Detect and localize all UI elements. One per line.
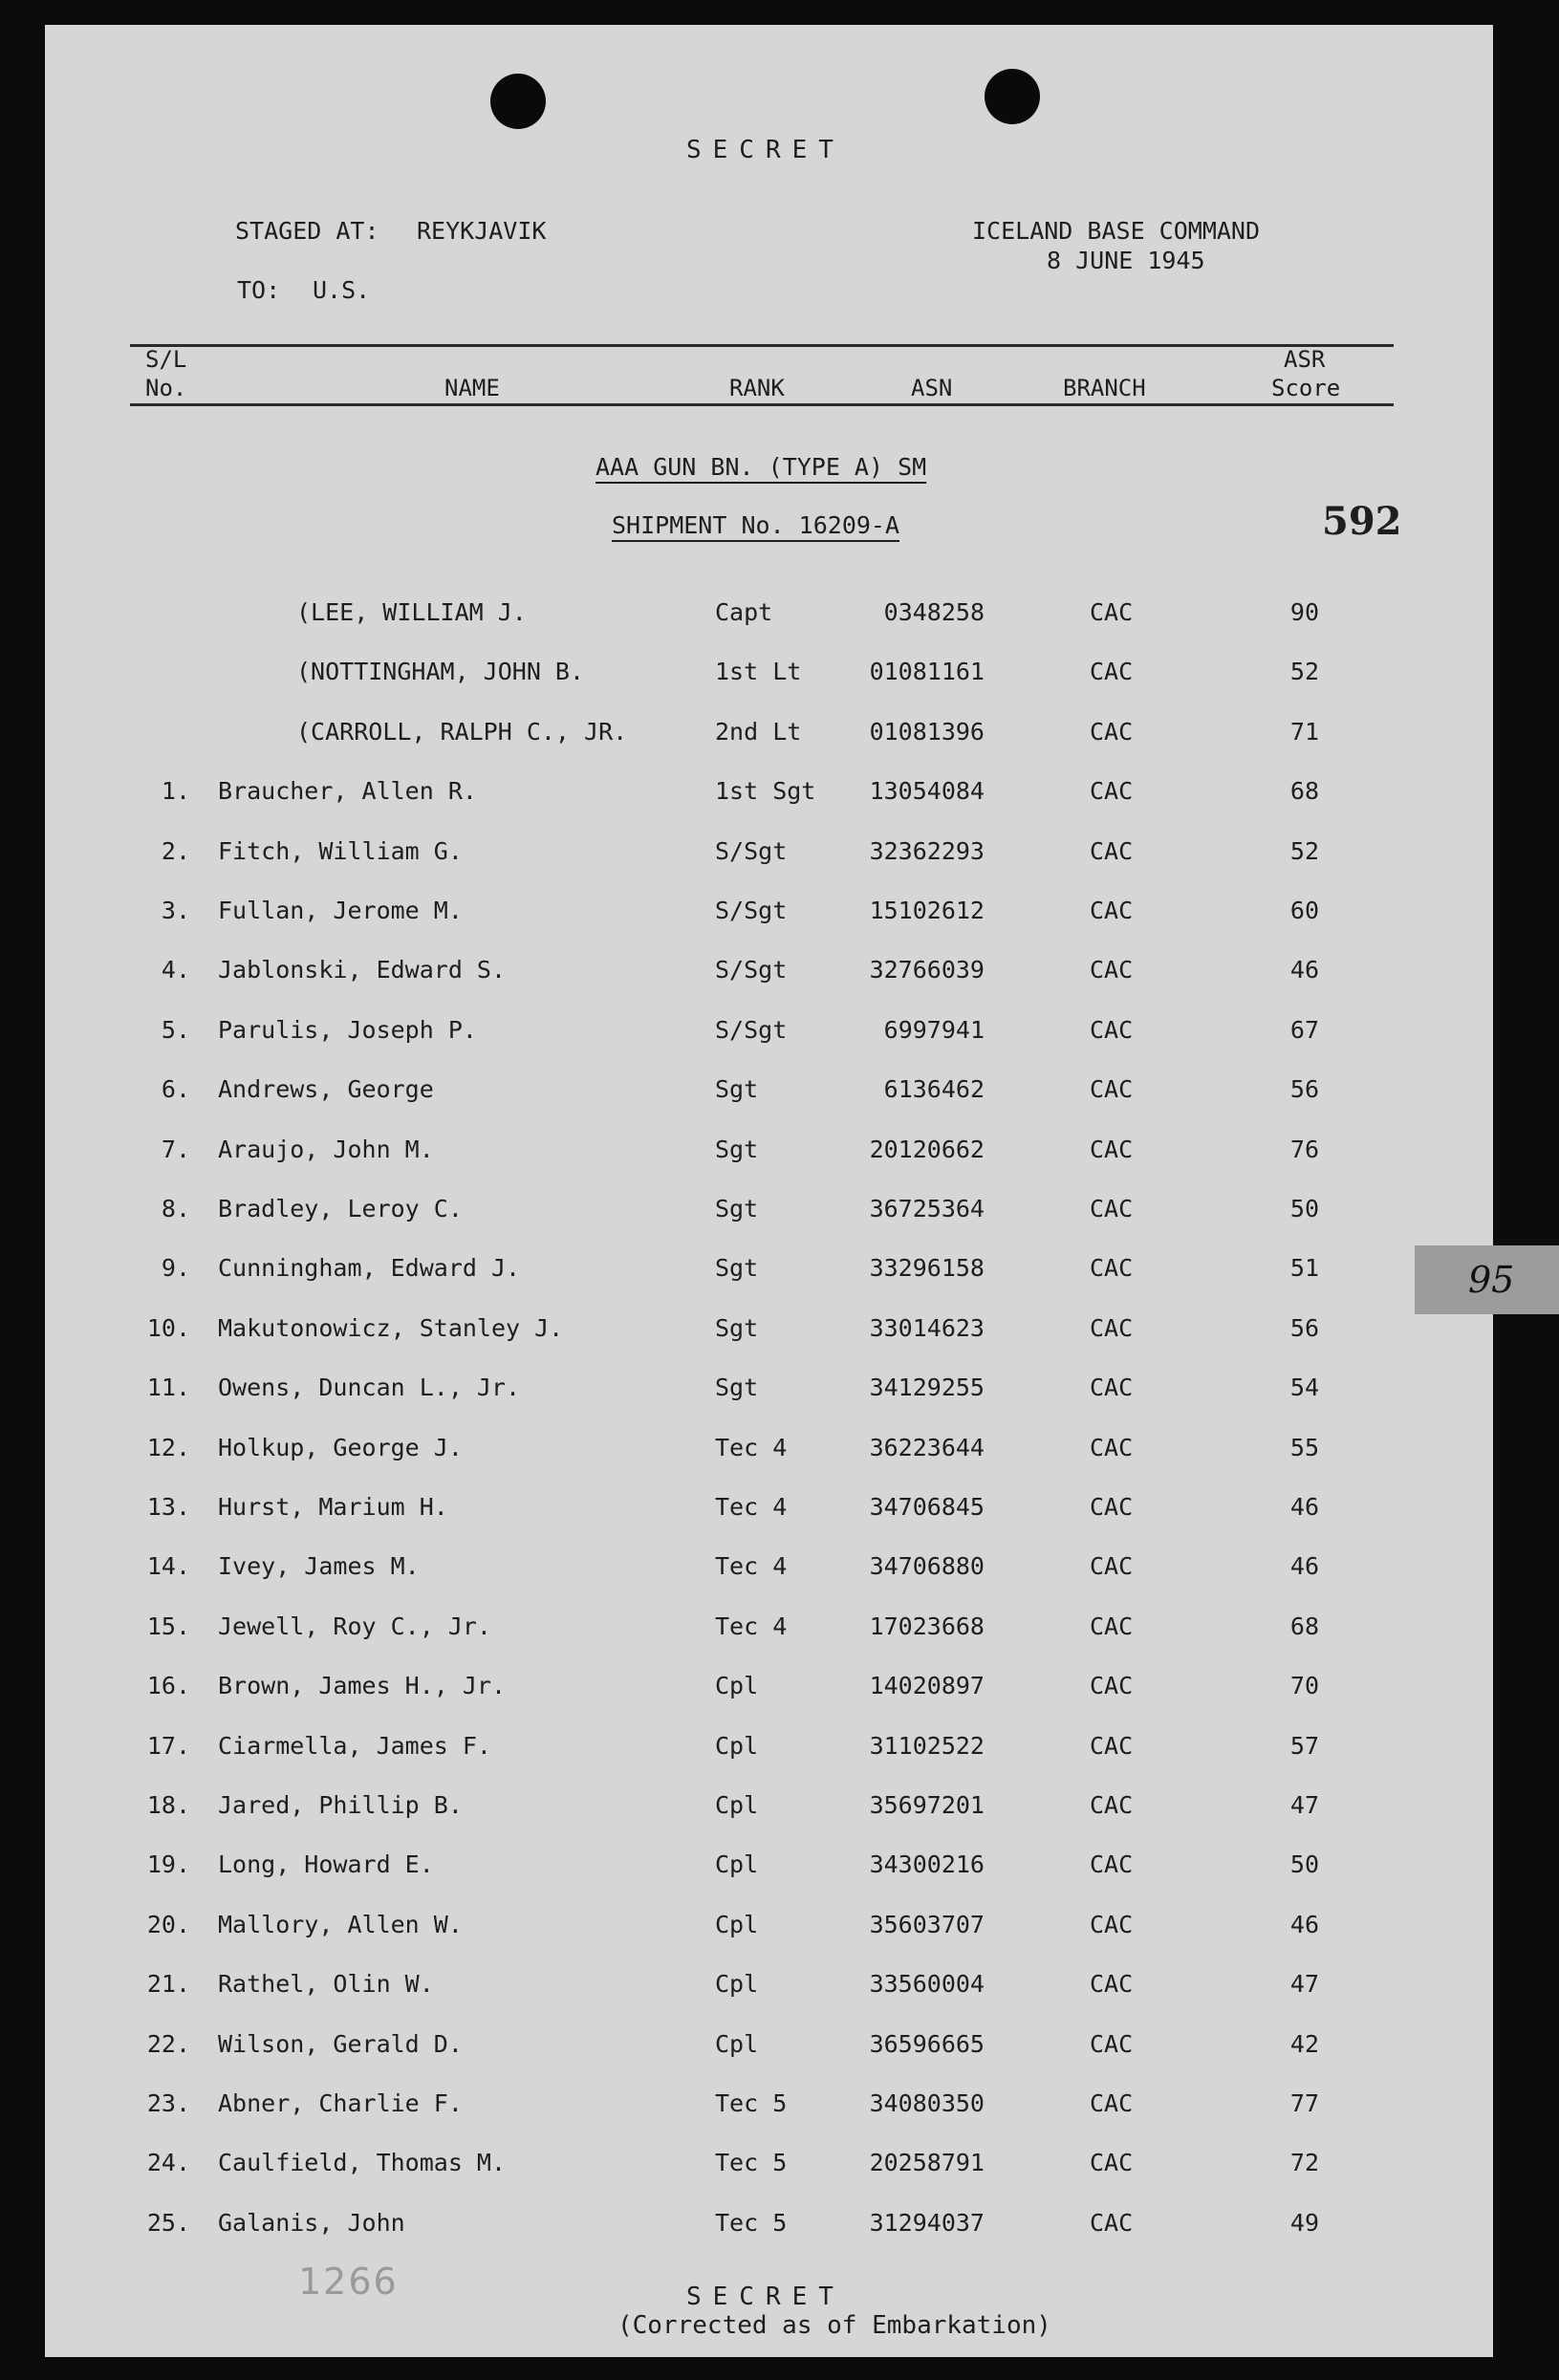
row-asn: 15102612 (869, 897, 985, 924)
row-name: Ciarmella, James F. (218, 1731, 491, 1760)
row-score: 76 (1289, 1135, 1319, 1163)
row-rank: Tec 4 (715, 1493, 788, 1521)
row-number: 2. (161, 836, 190, 865)
row-asn: 31102522 (869, 1731, 985, 1760)
row-score: 47 (1289, 1791, 1319, 1819)
row-name: Caulfield, Thomas M. (218, 2149, 507, 2177)
row-score: 47 (1289, 1970, 1319, 1999)
row-asn: 33296158 (869, 1254, 985, 1283)
row-asn: 35603707 (869, 1910, 985, 1938)
row-number: 13. (146, 1493, 190, 1521)
row-asn: 31294037 (869, 2208, 985, 2237)
row-rank: Sgt (715, 1254, 759, 1283)
row-branch: CAC (1090, 1433, 1134, 1461)
row-score: 50 (1289, 1195, 1319, 1222)
row-number: 21. (146, 1970, 190, 1999)
row-name: Parulis, Joseph P. (218, 1015, 477, 1044)
row-name: Araujo, John M. (218, 1135, 434, 1163)
row-branch: CAC (1090, 1910, 1134, 1938)
row-name: Ivey, James M. (218, 1552, 420, 1581)
row-number: 10. (146, 1313, 190, 1342)
row-number: 22. (146, 2029, 190, 2058)
col-asn: ASN (911, 375, 953, 401)
row-asn: 32766039 (869, 956, 985, 984)
row-number: 5. (161, 1015, 190, 1044)
row-branch: CAC (1090, 1075, 1134, 1104)
header-rule-bottom (130, 403, 1394, 406)
officer-row (0, 658, 1559, 717)
table-row (0, 1911, 1559, 1970)
row-number: 16. (146, 1672, 190, 1700)
row-branch: CAC (1090, 2089, 1134, 2117)
row-asn: 34300216 (869, 1850, 985, 1879)
col-name: NAME (444, 375, 500, 401)
row-rank: 1st Sgt (715, 777, 816, 806)
unit-title: AAA GUN BN. (TYPE A) SM (595, 453, 927, 481)
row-name: Cunningham, Edward J. (218, 1254, 521, 1283)
table-row (0, 1075, 1559, 1135)
col-score-line1: ASR (1284, 346, 1326, 373)
col-sl-line2: No. (145, 375, 187, 401)
table-row (0, 1493, 1559, 1552)
staged-value: REYKJAVIK (417, 217, 547, 245)
officer-asn: 01081396 (869, 717, 985, 746)
officer-name: (CARROLL, RALPH C., JR. (296, 717, 628, 746)
row-rank: Tec 5 (715, 2208, 788, 2237)
row-score: 50 (1289, 1850, 1319, 1879)
row-rank: Tec 5 (715, 2149, 788, 2177)
officer-rank: 1st Lt (715, 658, 802, 686)
row-asn: 17023668 (869, 1612, 985, 1640)
row-score: 49 (1289, 2208, 1319, 2237)
table-row (0, 2030, 1559, 2089)
document-date: 8 JUNE 1945 (1047, 247, 1205, 274)
row-score: 60 (1289, 897, 1319, 924)
row-branch: CAC (1090, 1015, 1134, 1044)
table-row (0, 2149, 1559, 2208)
row-asn: 32362293 (869, 836, 985, 865)
row-name: Brown, James H., Jr. (218, 1672, 507, 1700)
row-name: Mallory, Allen W. (218, 1910, 463, 1938)
punch-hole (490, 74, 546, 129)
row-branch: CAC (1090, 2149, 1134, 2177)
row-score: 52 (1289, 836, 1319, 865)
officer-score: 71 (1289, 717, 1319, 746)
row-number: 7. (161, 1135, 190, 1163)
row-name: Jablonski, Edward S. (218, 956, 507, 984)
officer-branch: CAC (1090, 658, 1134, 686)
shipment-number: SHIPMENT No. 16209-A (612, 511, 900, 539)
row-branch: CAC (1090, 1612, 1134, 1640)
row-asn: 36596665 (869, 2029, 985, 2058)
row-score: 72 (1289, 2149, 1319, 2177)
officer-branch: CAC (1090, 717, 1134, 746)
row-asn: 35697201 (869, 1791, 985, 1819)
table-row (0, 1195, 1559, 1254)
row-number: 6. (161, 1075, 190, 1104)
staged-label: STAGED AT: (235, 217, 379, 245)
row-rank: Tec 4 (715, 1612, 788, 1640)
officer-rank: Capt (715, 598, 773, 626)
table-row (0, 1434, 1559, 1493)
row-name: Rathel, Olin W. (218, 1970, 434, 1999)
row-score: 51 (1289, 1254, 1319, 1283)
row-rank: Sgt (715, 1135, 759, 1163)
row-branch: CAC (1090, 1850, 1134, 1879)
officer-score: 90 (1289, 598, 1319, 626)
row-score: 46 (1289, 1493, 1319, 1521)
row-score: 46 (1289, 1910, 1319, 1938)
row-rank: Tec 4 (715, 1433, 788, 1461)
row-score: 42 (1289, 2029, 1319, 2058)
row-number: 12. (146, 1433, 190, 1461)
row-asn: 34706880 (869, 1552, 985, 1581)
table-row (0, 777, 1559, 836)
row-name: Long, Howard E. (218, 1850, 434, 1879)
row-branch: CAC (1090, 1313, 1134, 1342)
row-name: Jared, Phillip B. (218, 1791, 463, 1819)
row-number: 1. (161, 777, 190, 806)
col-sl-line1: S/L (145, 346, 187, 373)
table-row (0, 1016, 1559, 1075)
row-rank: S/Sgt (715, 1015, 788, 1044)
row-number: 3. (161, 897, 190, 924)
table-row (0, 1612, 1559, 1672)
row-number: 15. (146, 1612, 190, 1640)
col-rank: RANK (729, 375, 785, 401)
officer-row (0, 718, 1559, 777)
row-name: Galanis, John (218, 2208, 405, 2237)
row-name: Braucher, Allen R. (218, 777, 477, 806)
row-score: 77 (1289, 2089, 1319, 2117)
classification-top: SECRET (686, 136, 845, 164)
row-name: Holkup, George J. (218, 1433, 463, 1461)
row-name: Jewell, Roy C., Jr. (218, 1612, 491, 1640)
row-rank: S/Sgt (715, 836, 788, 865)
row-score: 54 (1289, 1374, 1319, 1402)
row-rank: Cpl (715, 1791, 759, 1819)
row-name: Andrews, George (218, 1075, 434, 1104)
row-name: Owens, Duncan L., Jr. (218, 1374, 521, 1402)
row-asn: 6997941 (883, 1015, 985, 1044)
row-branch: CAC (1090, 1672, 1134, 1700)
row-branch: CAC (1090, 1493, 1134, 1521)
row-score: 55 (1289, 1433, 1319, 1461)
row-name: Hurst, Marium H. (218, 1493, 448, 1521)
command-name: ICELAND BASE COMMAND (972, 217, 1261, 245)
row-name: Fitch, William G. (218, 836, 463, 865)
row-score: 56 (1289, 1313, 1319, 1342)
side-tab: 95 (1415, 1245, 1559, 1314)
row-number: 25. (146, 2208, 190, 2237)
punch-hole (985, 69, 1040, 124)
officer-row (0, 598, 1559, 658)
row-number: 11. (146, 1374, 190, 1402)
row-branch: CAC (1090, 2029, 1134, 2058)
row-asn: 20258791 (869, 2149, 985, 2177)
row-asn: 36223644 (869, 1433, 985, 1461)
row-branch: CAC (1090, 1254, 1134, 1283)
row-rank: Sgt (715, 1313, 759, 1342)
row-number: 8. (161, 1195, 190, 1222)
row-asn: 34706845 (869, 1493, 985, 1521)
officer-asn: 0348258 (883, 598, 985, 626)
row-rank: Sgt (715, 1374, 759, 1402)
footer-note: (Corrected as of Embarkation) (617, 2311, 1051, 2340)
row-branch: CAC (1090, 897, 1134, 924)
row-rank: Cpl (715, 2029, 759, 2058)
row-rank: Cpl (715, 1910, 759, 1938)
row-name: Makutonowicz, Stanley J. (218, 1313, 564, 1342)
row-branch: CAC (1090, 2208, 1134, 2237)
table-row (0, 1552, 1559, 1612)
table-row (0, 1136, 1559, 1195)
row-branch: CAC (1090, 956, 1134, 984)
officer-name: (LEE, WILLIAM J. (296, 598, 527, 626)
row-asn: 34129255 (869, 1374, 985, 1402)
row-branch: CAC (1090, 836, 1134, 865)
row-rank: Tec 5 (715, 2089, 788, 2117)
row-number: 17. (146, 1731, 190, 1760)
row-score: 68 (1289, 777, 1319, 806)
row-branch: CAC (1090, 1731, 1134, 1760)
row-score: 46 (1289, 956, 1319, 984)
officer-asn: 01081161 (869, 658, 985, 686)
row-branch: CAC (1090, 1791, 1134, 1819)
to-value: U.S. (313, 276, 371, 304)
officer-score: 52 (1289, 658, 1319, 686)
table-row (0, 897, 1559, 956)
row-rank: Cpl (715, 1850, 759, 1879)
row-rank: S/Sgt (715, 897, 788, 924)
table-row (0, 2209, 1559, 2268)
table-row (0, 1254, 1559, 1313)
row-number: 19. (146, 1850, 190, 1879)
officer-rank: 2nd Lt (715, 717, 802, 746)
row-number: 4. (161, 956, 190, 984)
col-score-line2: Score (1271, 375, 1341, 401)
table-row (0, 1374, 1559, 1433)
table-row (0, 1732, 1559, 1791)
row-asn: 33014623 (869, 1313, 985, 1342)
row-branch: CAC (1090, 1135, 1134, 1163)
row-number: 23. (146, 2089, 190, 2117)
row-rank: Cpl (715, 1731, 759, 1760)
row-rank: Sgt (715, 1195, 759, 1222)
row-number: 14. (146, 1552, 190, 1581)
table-row (0, 837, 1559, 897)
table-row (0, 956, 1559, 1015)
row-name: Wilson, Gerald D. (218, 2029, 463, 2058)
row-name: Abner, Charlie F. (218, 2089, 463, 2117)
table-row (0, 1850, 1559, 1910)
classification-bottom: SECRET (686, 2283, 845, 2311)
row-score: 56 (1289, 1075, 1319, 1104)
row-score: 67 (1289, 1015, 1319, 1044)
row-number: 24. (146, 2149, 190, 2177)
row-number: 18. (146, 1791, 190, 1819)
stamp-number: 1266 (298, 2261, 399, 2303)
col-branch: BRANCH (1063, 375, 1146, 401)
row-number: 20. (146, 1910, 190, 1938)
row-asn: 14020897 (869, 1672, 985, 1700)
row-branch: CAC (1090, 1195, 1134, 1222)
row-branch: CAC (1090, 777, 1134, 806)
row-rank: Tec 4 (715, 1552, 788, 1581)
table-row (0, 1314, 1559, 1374)
row-asn: 13054084 (869, 777, 985, 806)
row-rank: Cpl (715, 1672, 759, 1700)
row-score: 46 (1289, 1552, 1319, 1581)
row-score: 57 (1289, 1731, 1319, 1760)
row-score: 68 (1289, 1612, 1319, 1640)
row-name: Fullan, Jerome M. (218, 897, 463, 924)
row-rank: Cpl (715, 1970, 759, 1999)
row-branch: CAC (1090, 1552, 1134, 1581)
row-branch: CAC (1090, 1374, 1134, 1402)
table-row (0, 1672, 1559, 1731)
header-rule-top (130, 344, 1394, 347)
to-label: TO: (237, 276, 281, 304)
table-row (0, 1970, 1559, 2029)
row-asn: 33560004 (869, 1970, 985, 1999)
page-number: 592 (1322, 499, 1402, 544)
row-rank: Sgt (715, 1075, 759, 1104)
row-number: 9. (161, 1254, 190, 1283)
row-score: 70 (1289, 1672, 1319, 1700)
table-row (0, 1791, 1559, 1850)
row-asn: 36725364 (869, 1195, 985, 1222)
row-branch: CAC (1090, 1970, 1134, 1999)
row-asn: 34080350 (869, 2089, 985, 2117)
row-name: Bradley, Leroy C. (218, 1195, 463, 1222)
row-asn: 20120662 (869, 1135, 985, 1163)
officer-name: (NOTTINGHAM, JOHN B. (296, 658, 585, 686)
table-row (0, 2089, 1559, 2149)
row-rank: S/Sgt (715, 956, 788, 984)
officer-branch: CAC (1090, 598, 1134, 626)
row-asn: 6136462 (883, 1075, 985, 1104)
